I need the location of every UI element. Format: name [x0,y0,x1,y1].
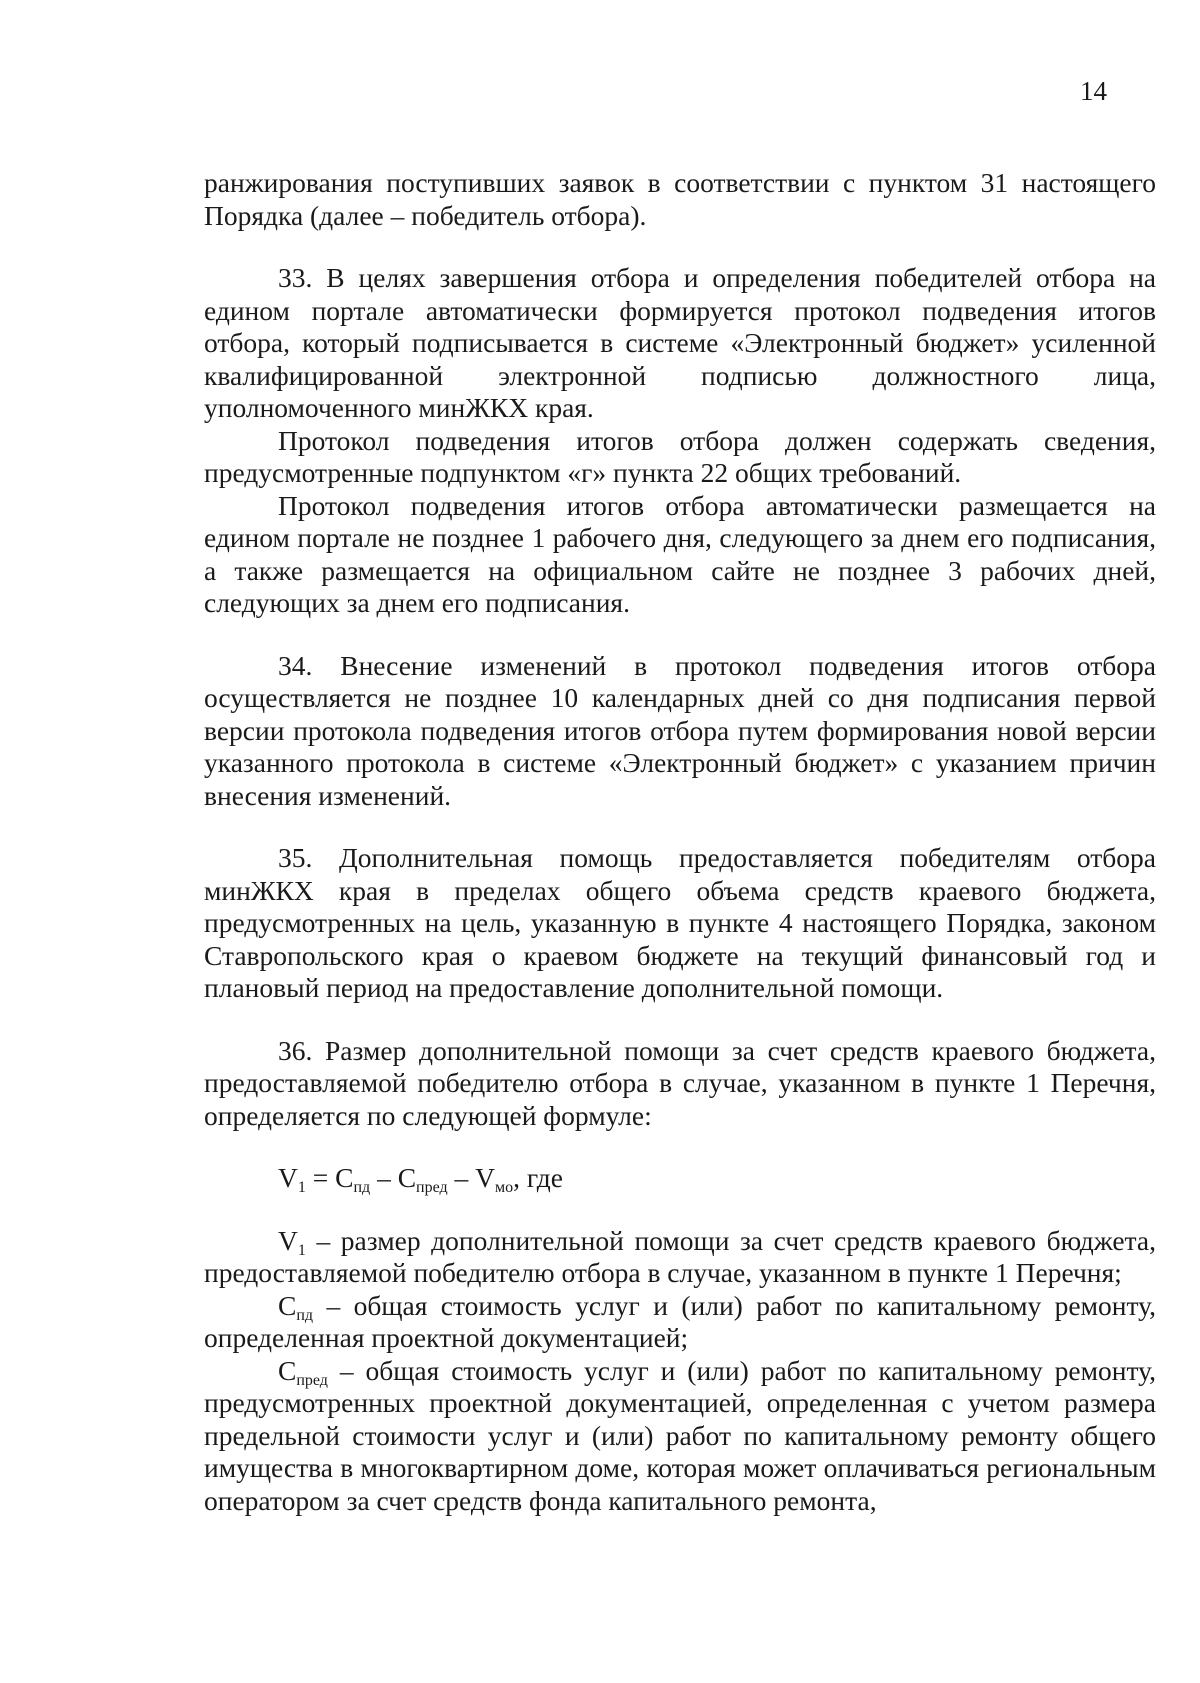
page-number: 14 [1080,76,1107,106]
definition-cpd: $C_{пд}$ – общая стоимость услуг и (или) работ по капитальному ремонту, определенная проектной документацией; [204,1289,1156,1353]
definition-cpred: $C_{пред}$ – общая стоимость услуг и (или) работ по капитальному ремонту, предусмотренных проектной документацией, определенная с учетом размера предельной стоимости услуг и (или) работ по капитальному ремонту общего имущества в многоквартирном доме, которая может оплачиваться региональным оператором за счет средств фонда капитального ремонта, [204,1354,1156,1516]
paragraph-33: 33. В целях завершения отбора и определения победителей отбора на едином портале автоматически формируется протокол подведения итогов отбора, который подписывается в системе «Электронный бюджет» усиленной квалифицированной электронной подписью должностного лица, уполномоченного минЖКХ края. [204,262,1156,423]
document-body [204,167,1156,1517]
paragraph-36: 36. Размер дополнительной помощи за счет средств краевого бюджета, предоставляемой победителю отбора в случае, указанном в пункте 1 Перечня, определяется по следующей формуле: [204,1034,1156,1131]
paragraph-35: 35. Дополнительная помощь предоставляется победителям отбора минЖКХ края в пределах общего объема средств краевого бюджета, предусмотренных на цель, указанную в пункте 4 настоящего Порядка, законом Ставропольского края о краевом бюджете на текущий финансовый год и плановый период на предоставление дополнительной помощи. [204,842,1156,1003]
paragraph-34: 34. Внесение изменений в протокол подведения итогов отбора осуществляется не позднее 10 календарных дней со дня подписания первой версии протокола подведения итогов отбора путем формирования новой версии указанного протокола в системе «Электронный бюджет» с указанием причин внесения изменений. [204,649,1156,811]
paragraph-33-protocol-content: Протокол подведения итогов отбора должен содержать сведения, предусмотренные подпунктом «г» пункта 22 общих требований. [204,424,1156,488]
definition-v1: $V_1$ – размер дополнительной помощи за счет средств краевого бюджета, предоставляемой победителю отбора в случае, указанном в пункте 1 Перечня; [204,1224,1156,1288]
formula: $V_1 = C_{пд} - C_{пред} - V_{мо}$, где [278,1162,563,1196]
paragraph-33-protocol-publication: Протокол подведения итогов отбора автоматически размещается на едином портале не позднее 1 рабочего дня, следующего за днем его подписания, а также размещается на официальном сайте не позднее 3 рабочих дней, следующих за днем его подписания. [204,489,1156,618]
paragraph-continuation: ранжирования поступивших заявок в соответствии с пунктом 31 настоящего Порядка (далее – победитель отбора). [204,167,1156,231]
